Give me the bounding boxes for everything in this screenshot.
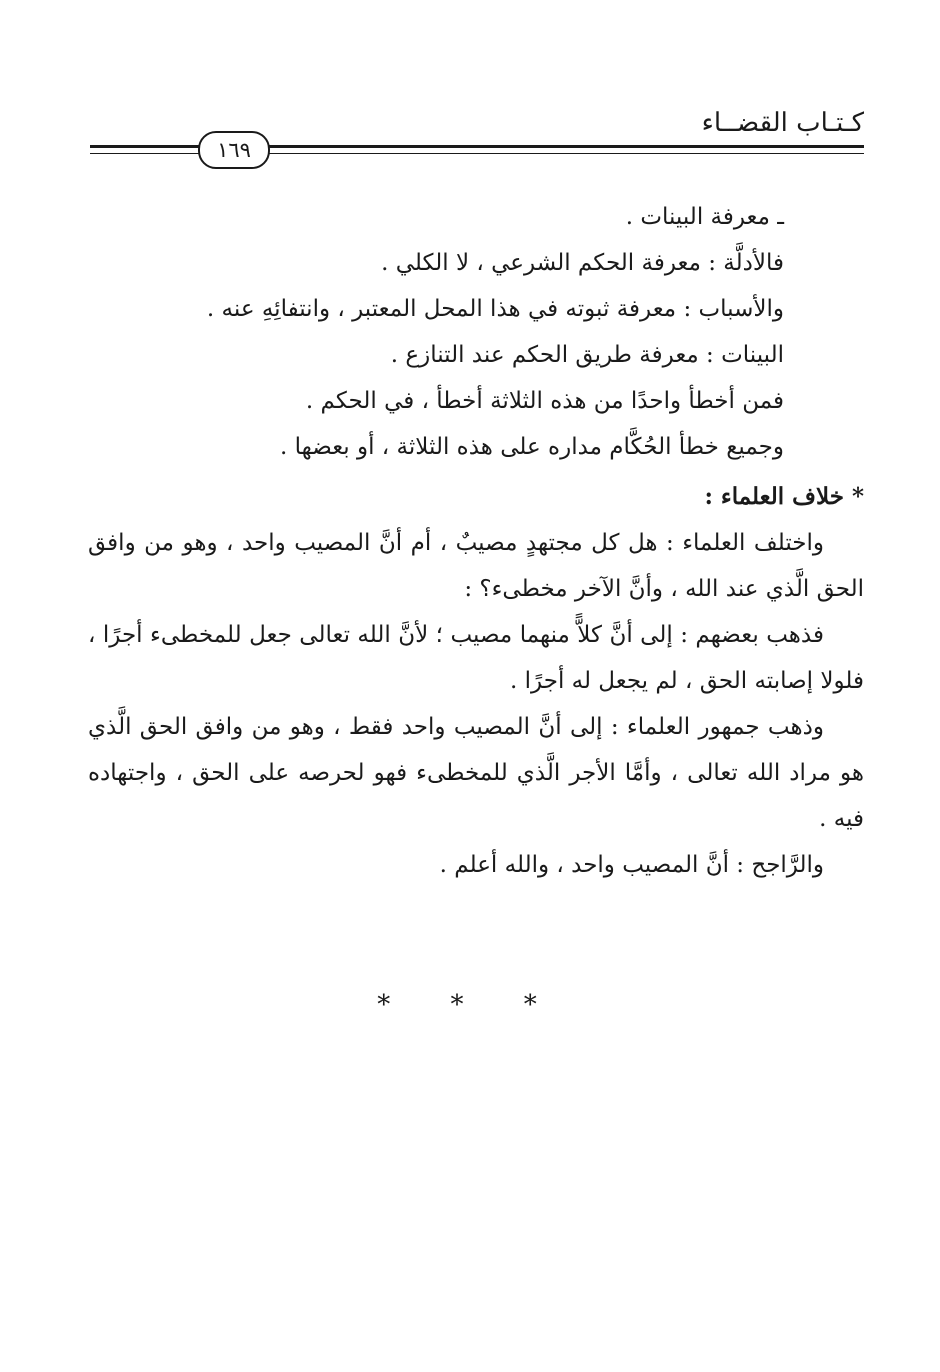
list-item: وجميع خطأ الحُكَّام مداره على هذه الثلاثة ، أو بعضها . [280, 434, 784, 460]
list-item: فمن أخطأ واحدًا من هذه الثلاثة أخطأ ، في الحكم . [305, 388, 784, 414]
list-item: والأسباب : معرفة ثبوته في هذا المحل المعتبر ، وانتفائِهِ عنه . [206, 296, 784, 322]
header-title: كـتـاب القضــاء [701, 108, 864, 138]
paragraph: واختلف العلماء : هل كل مجتهدٍ مصيبٌ ، أم أنَّ المصيب واحد ، وهو من وافق الحق الَّذي عند الله ، وأنَّ الآخر مخطىء؟ : [88, 530, 864, 602]
page-number: ١٦٩ [217, 137, 251, 162]
header-rule-right [266, 145, 864, 154]
list-item: فالأدلَّة : معرفة الحكم الشرعي ، لا الكلي . [381, 250, 784, 276]
page-body [88, 194, 864, 888]
header-rule-left [90, 145, 202, 154]
paragraph: فذهب بعضهم : إلى أنَّ كلاًّ منهما مصيب ؛ لأنَّ الله تعالى جعل للمخطىء أجرًا ، فلولا إصابته الحق ، لم يجعل له أجرًا . [88, 622, 864, 694]
conclusion: والرَّاجح : أنَّ المصيب واحد ، والله أعلم . [439, 852, 824, 878]
section-heading: * خلاف العلماء : [704, 483, 864, 510]
page-number-badge [198, 131, 270, 169]
paragraph: وذهب جمهور العلماء : إلى أنَّ المصيب واحد فقط ، وهو من وافق الحق الَّذي هو مراد الله تعالى ، وأمَّا الأجر الَّذي للمخطىء فهو لحرصه على الحق ، واجتهاده فيه . [88, 714, 864, 832]
section-separator: * * * [377, 990, 563, 1020]
list-item: البينات : معرفة طريق الحكم عند التنازع . [390, 342, 784, 368]
list-item: ـ معرفة البينات . [625, 204, 784, 230]
